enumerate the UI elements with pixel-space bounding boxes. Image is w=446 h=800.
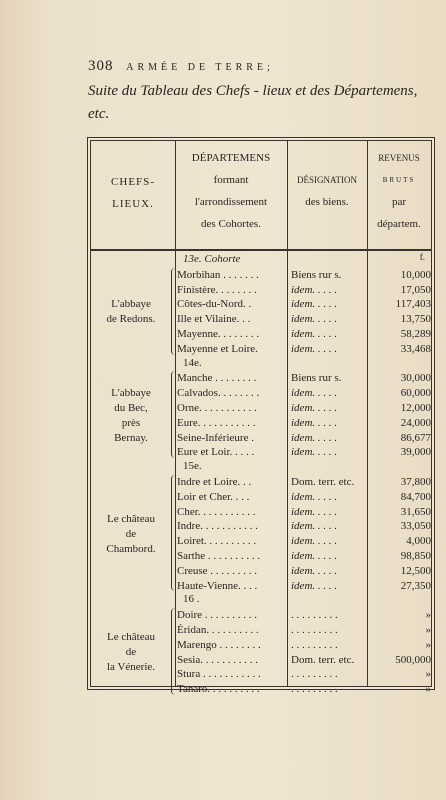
chef-lieu <box>93 630 169 674</box>
department-name: Éridan. . . . . . . . . . <box>177 624 259 636</box>
designation-line-2: des biens. <box>305 196 349 208</box>
table-title: Suite du Tableau des Chefs - lieux et des Départemens, etc. <box>88 83 418 122</box>
revenue-value: 117,403 <box>395 298 431 311</box>
revenue-value: 39,000 <box>400 446 431 459</box>
revenue-value: 12,000 <box>400 402 431 414</box>
property-designation: . . . . . . . . . <box>291 668 338 681</box>
col-header-depts <box>175 147 287 235</box>
revenus-line-4: départem. <box>377 218 421 230</box>
property-designation: idem. . . . . <box>291 328 338 340</box>
revenue-value: 10,000 <box>400 268 431 281</box>
col-header-revenus <box>367 147 431 235</box>
department-name: Mayenne. . . . . . . . <box>177 328 260 340</box>
property-designation: . . . . . . . . . <box>291 609 338 622</box>
property-designation: idem. . . . . <box>291 550 338 562</box>
revenue-value: 84,700 <box>400 490 431 503</box>
property-designation: idem. . . . . <box>291 505 338 518</box>
department-name: Eure et Loir. . . . . <box>177 446 255 459</box>
department-name: Haute-Vienne. . . . <box>177 579 258 592</box>
chef-lieu-line: de Redons. <box>106 313 156 326</box>
chef-lieu-line: de <box>125 527 137 540</box>
department-name: Eure. . . . . . . . . . . <box>177 416 256 429</box>
chef-lieu-line: près <box>121 416 141 429</box>
revenue-value: 30,000 <box>400 372 431 385</box>
grouping-brace <box>171 268 178 355</box>
property-designation: idem. . . . . <box>291 579 338 592</box>
revenue-value: 27,350 <box>400 579 431 592</box>
revenue-value: » <box>425 638 431 651</box>
revenue-value: 37,800 <box>400 476 431 488</box>
department-name: Calvados. . . . . . . . <box>177 387 260 400</box>
property-designation: idem. . . . . <box>291 313 338 326</box>
property-designation: idem. . . . . <box>291 283 338 296</box>
chef-lieu-line: Chambord. <box>106 542 156 555</box>
department-name: Sesia. . . . . . . . . . . <box>177 653 258 666</box>
revenue-value: 60,000 <box>400 387 431 400</box>
department-name: Finistère. . . . . . . . <box>177 283 257 296</box>
cohort-label: 16 . <box>183 593 200 606</box>
property-designation: idem. . . . . <box>291 298 338 311</box>
property-designation: . . . . . . . . . <box>291 624 338 636</box>
property-designation: Dom. terr. etc. <box>291 476 355 488</box>
revenue-value: 24,000 <box>400 416 431 429</box>
department-name: Côtes-du-Nord. . <box>177 298 252 311</box>
department-name: Orne. . . . . . . . . . . <box>177 402 257 414</box>
property-designation: . . . . . . . . . <box>291 638 338 651</box>
revenue-value: 12,500 <box>400 564 431 577</box>
col-divider-2 <box>287 141 288 686</box>
department-name: Tanaro. . . . . . . . . . <box>177 683 260 696</box>
department-name: Marengo . . . . . . . . <box>177 638 261 651</box>
chef-lieu <box>93 512 169 556</box>
grouping-brace <box>171 475 178 591</box>
department-name: Morbihan . . . . . . . <box>177 268 259 281</box>
property-designation: idem. . . . . <box>291 564 338 577</box>
chef-lieu-line: la Vénerie. <box>106 660 156 673</box>
department-name: Seine-Inférieure . <box>177 431 254 444</box>
property-designation: idem. . . . . <box>291 520 338 533</box>
chef-lieu <box>93 297 169 327</box>
depts-line-3: l'arrondissement <box>194 196 268 208</box>
department-name: Indre et Loire. . . <box>177 476 252 488</box>
revenus-line-1: REVENUS <box>378 153 420 163</box>
revenue-value: 86,677 <box>400 431 431 444</box>
revenue-value: 98,850 <box>400 550 431 562</box>
chef-lieu-line: de <box>125 646 137 659</box>
cohort-label: 15e. <box>183 460 202 473</box>
revenue-value: » <box>425 609 431 622</box>
revenue-value: 58,289 <box>400 328 431 340</box>
chef-lieu-line: Bernay. <box>114 431 148 444</box>
revenue-value: 13,750 <box>400 313 431 326</box>
revenus-line-3: par <box>391 196 407 208</box>
property-designation: Biens rur s. <box>291 372 342 385</box>
chef-lieu-line: Le château <box>107 631 155 644</box>
department-name: Creuse . . . . . . . . . <box>177 564 258 577</box>
revenue-value: 33,050 <box>400 520 431 533</box>
chef-lieu-line: du Bec, <box>114 401 148 414</box>
revenue-value: 4,000 <box>406 535 431 548</box>
cohort-label: 13e. Cohorte <box>183 253 241 265</box>
grouping-brace <box>171 371 178 458</box>
property-designation: idem. . . . . <box>291 342 338 355</box>
department-name: Loiret. . . . . . . . . . <box>177 535 257 548</box>
revenue-value: » <box>425 683 431 696</box>
designation-line-1: DÉSIGNATION <box>297 175 357 185</box>
revenue-value: » <box>425 668 431 681</box>
property-designation: idem. . . . . <box>291 402 338 414</box>
depts-line-4: des Cohortes. <box>201 218 261 230</box>
property-designation: . . . . . . . . . <box>291 683 338 696</box>
revenue-value: » <box>425 624 431 636</box>
department-name: Loir et Cher. . . . <box>177 490 250 503</box>
col-header-designation <box>287 169 367 213</box>
property-designation: Biens rur s. <box>291 268 342 281</box>
property-designation: idem. . . . . <box>291 490 338 503</box>
revenue-value: 31,650 <box>400 505 431 518</box>
revenue-value: 17,050 <box>400 283 431 296</box>
revenue-value: 33,468 <box>400 342 431 355</box>
revenus-line-2: BRUTS <box>382 176 416 184</box>
page-number: 308 <box>88 58 114 74</box>
revenue-value: 500,000 <box>395 653 431 666</box>
property-designation: idem. . . . . <box>291 535 338 548</box>
department-name: Ille et Vilaine. . . <box>177 313 251 326</box>
property-designation: idem. . . . . <box>291 387 338 400</box>
chef-lieu <box>93 386 169 445</box>
department-name: Mayenne et Loire. <box>177 342 258 355</box>
grouping-brace <box>171 608 178 695</box>
depts-line-2: formant <box>213 174 249 186</box>
department-name: Cher. . . . . . . . . . . <box>177 505 256 518</box>
property-designation: idem. . . . . <box>291 446 338 459</box>
cohort-label: 14e. <box>183 356 202 369</box>
cohort-table <box>90 140 432 696</box>
property-designation: idem. . . . . <box>291 431 338 444</box>
property-designation: Dom. terr. etc. <box>291 653 355 666</box>
col-header-chefs: CHEFS-LIEUX. <box>111 176 155 210</box>
property-designation: idem. . . . . <box>291 416 338 429</box>
header-rule <box>91 249 431 251</box>
running-header <box>88 58 274 75</box>
department-name: Doire . . . . . . . . . . <box>177 609 258 622</box>
chef-lieu-line: L'abbaye <box>111 387 151 400</box>
franc-unit: f. <box>419 252 425 262</box>
department-name: Indre. . . . . . . . . . . <box>177 520 258 533</box>
department-name: Stura . . . . . . . . . . . <box>177 668 261 681</box>
depts-line-1: DÉPARTEMENS <box>191 152 271 164</box>
department-name: Sarthe . . . . . . . . . . <box>177 550 261 562</box>
chef-lieu-line: L'abbaye <box>111 298 151 311</box>
running-head: ARMÉE DE TERRE; <box>126 62 274 73</box>
chef-lieu-line: Le château <box>107 513 155 525</box>
department-name: Manche . . . . . . . . <box>177 372 257 385</box>
